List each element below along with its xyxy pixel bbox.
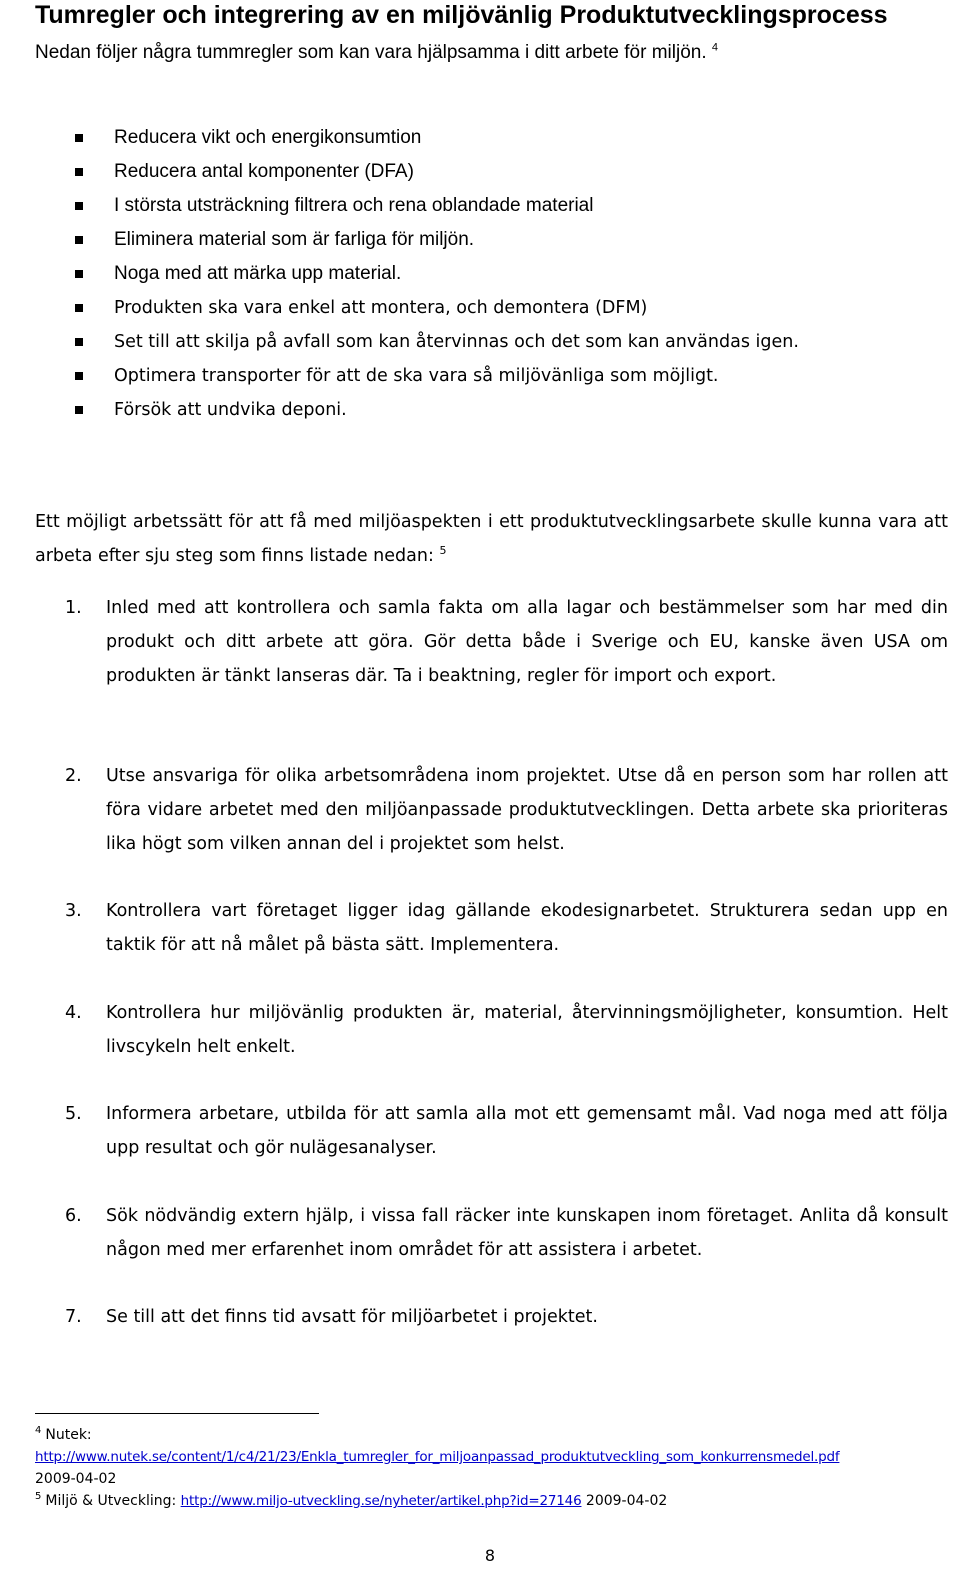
- page-number: 8: [484, 1546, 496, 1565]
- square-bullet-icon: [75, 372, 83, 380]
- footnote-date: 2009-04-02: [35, 1471, 117, 1487]
- step-text: Se till att det finns tid avsatt för miljöarbetet i projektet.: [106, 1307, 598, 1327]
- footnote-link[interactable]: http://www.miljo-utveckling.se/nyheter/artikel.php?id=27146: [180, 1493, 582, 1509]
- intro-text-body: Nedan följer några tummregler som kan vara hjälpsamma i ditt arbete för miljön.: [35, 42, 707, 63]
- list-item-text: I största utsträckning filtrera och rena oblandade material: [114, 195, 594, 216]
- list-item: [75, 192, 799, 226]
- rules-list: [75, 124, 799, 430]
- list-item-text: Reducera vikt och energikonsumtion: [114, 127, 422, 148]
- step-number: 4.: [65, 1003, 82, 1023]
- step-text: Utse ansvariga för olika arbetsområdena inom projektet. Utse då en person som har rollen att föra vidare arbetet med den miljöanpassade produktutvecklingen. Detta arbete ska prioriteras lika högt som vilken annan del i projektet som helst.: [106, 766, 948, 854]
- list-item: [75, 124, 799, 158]
- list-item: [75, 226, 799, 260]
- step-text: Kontrollera hur miljövänlig produkten är, material, återvinningsmöjligheter, konsumtion. Helt livscykeln helt enkelt.: [106, 1003, 948, 1057]
- step-number: 5.: [65, 1104, 82, 1124]
- square-bullet-icon: [75, 168, 83, 176]
- footnote-divider: [35, 1413, 319, 1414]
- list-item: [75, 328, 799, 362]
- footnote-label: Miljö & Utveckling:: [45, 1493, 177, 1509]
- footnotes: [35, 1424, 948, 1512]
- list-item-text: Produkten ska vara enkel att montera, och demontera (DFM): [114, 298, 648, 318]
- square-bullet-icon: [75, 270, 83, 278]
- list-item-text: Optimera transporter för att de ska vara så miljövänliga som möjligt.: [114, 366, 719, 386]
- list-item-text: Eliminera material som är farliga för miljön.: [114, 229, 475, 250]
- step-number: 6.: [65, 1206, 82, 1226]
- step-number: 2.: [65, 766, 82, 786]
- list-item: [75, 396, 799, 430]
- step-number: 7.: [65, 1307, 82, 1327]
- footnote-4-date-line: [35, 1468, 948, 1490]
- footnote-ref-5[interactable]: 5: [439, 544, 447, 558]
- step-text: Kontrollera vart företaget ligger idag gällande ekodesignarbetet. Strukturera sedan upp en taktik för att nå målet på bästa sätt. Implementera.: [106, 901, 948, 955]
- method-paragraph: [35, 505, 948, 573]
- footnote-number: 5: [35, 1491, 42, 1503]
- square-bullet-icon: [75, 338, 83, 346]
- page-title: Tumregler och integrering av en miljövänlig Produktutvecklingsprocess: [35, 1, 888, 29]
- step-text: Inled med att kontrollera och samla fakta om alla lagar och bestämmelser som har med din produkt och ditt arbete att göra. Gör detta både i Sverige och EU, kanske även USA om produkten är tänkt lanseras där. Ta i beaktning, regler för import och export.: [106, 598, 948, 686]
- footnote-4-header: [35, 1424, 948, 1446]
- footnote-label: Nutek:: [45, 1427, 92, 1443]
- list-item: [75, 294, 799, 328]
- footnote-4-url-line: [35, 1446, 948, 1468]
- footnote-ref-4[interactable]: 4: [711, 41, 719, 54]
- step-text: Informera arbetare, utbilda för att samla alla mot ett gemensamt mål. Vad noga med att följa upp resultat och gör nulägesanalyser.: [106, 1104, 948, 1158]
- list-item-text: Set till att skilja på avfall som kan återvinnas och det som kan användas igen.: [114, 332, 799, 352]
- method-paragraph-text: Ett möjligt arbetssätt för att få med miljöaspekten i ett produktutvecklingsarbete skulle kunna vara att arbeta efter sju steg som finns listade nedan:: [35, 512, 948, 566]
- list-item-text: Noga med att märka upp material.: [114, 263, 402, 284]
- square-bullet-icon: [75, 304, 83, 312]
- square-bullet-icon: [75, 202, 83, 210]
- step-number: 1.: [65, 598, 82, 618]
- square-bullet-icon: [75, 406, 83, 414]
- footnote-link[interactable]: http://www.nutek.se/content/1/c4/21/23/Enkla_tumregler_for_miljoanpassad_produktutveckling_som_konkurrensmedel.pdf: [35, 1449, 840, 1465]
- footnote-5-line: [35, 1490, 948, 1512]
- list-item-text: Försök att undvika deponi.: [114, 400, 347, 420]
- list-item: [75, 158, 799, 192]
- square-bullet-icon: [75, 236, 83, 244]
- footnote-number: 4: [35, 1425, 42, 1437]
- step-text: Sök nödvändig extern hjälp, i vissa fall räcker inte kunskapen inom företaget. Anlita då konsult någon med mer erfarenhet inom området för att assistera i arbetet.: [106, 1206, 948, 1260]
- list-item: [75, 260, 799, 294]
- list-item-text: Reducera antal komponenter (DFA): [114, 161, 414, 182]
- square-bullet-icon: [75, 134, 83, 142]
- list-item: [75, 362, 799, 396]
- intro-text: [35, 40, 718, 66]
- step-number: 3.: [65, 901, 82, 921]
- footnote-date: 2009-04-02: [585, 1493, 668, 1509]
